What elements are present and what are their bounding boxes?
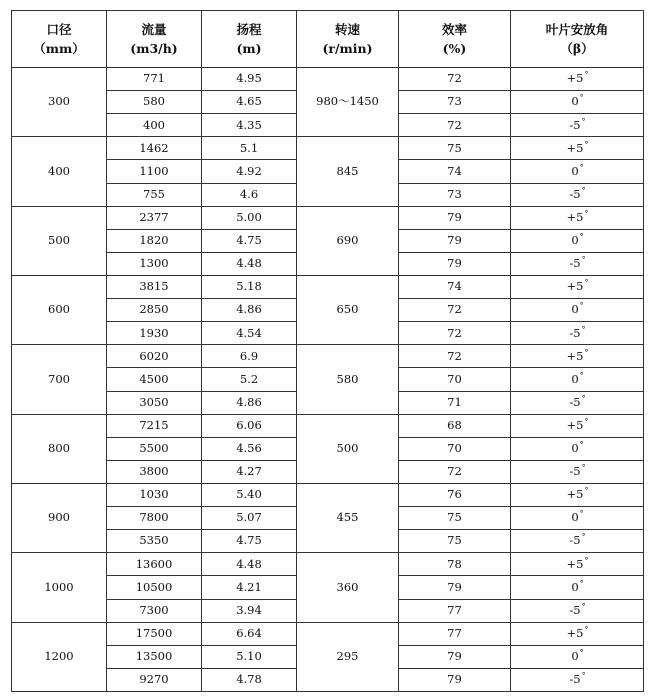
flow-cell: 6020: [107, 345, 202, 368]
blade-angle-cell: 0 °: [511, 91, 644, 114]
blade-angle-cell: 0 °: [511, 576, 644, 599]
head-cell: 5.1: [202, 137, 297, 160]
speed-cell: 980～1450: [297, 68, 399, 137]
blade-angle-cell: +5 °: [511, 275, 644, 298]
table-row: [12, 137, 644, 160]
table-row: [12, 345, 644, 368]
flow-cell: 7215: [107, 414, 202, 437]
speed-cell: 360: [297, 553, 399, 622]
head-cell: 5.2: [202, 368, 297, 391]
head-cell: 4.21: [202, 576, 297, 599]
efficiency-cell: 75: [399, 507, 511, 530]
speed-cell: 650: [297, 275, 399, 344]
blade-angle-cell: +5 °: [511, 206, 644, 229]
efficiency-cell: 70: [399, 437, 511, 460]
blade-angle-cell: 0 °: [511, 229, 644, 252]
efficiency-cell: 79: [399, 229, 511, 252]
efficiency-cell: 74: [399, 160, 511, 183]
header-efficiency: 效率 (%): [399, 11, 511, 68]
table-row: [12, 622, 644, 645]
efficiency-cell: 72: [399, 68, 511, 91]
head-cell: 4.95: [202, 68, 297, 91]
table-header: [12, 11, 644, 68]
flow-cell: 10500: [107, 576, 202, 599]
flow-cell: 13600: [107, 553, 202, 576]
blade-angle-cell: 0 °: [511, 645, 644, 668]
header-flow: 流量 (m3/h): [107, 11, 202, 68]
blade-angle-cell: +5 °: [511, 622, 644, 645]
blade-angle-cell: +5 °: [511, 137, 644, 160]
efficiency-cell: 76: [399, 483, 511, 506]
flow-cell: 2377: [107, 206, 202, 229]
diameter-cell: 400: [12, 137, 107, 206]
speed-cell: 690: [297, 206, 399, 275]
flow-cell: 17500: [107, 622, 202, 645]
flow-cell: 755: [107, 183, 202, 206]
blade-angle-cell: -5 °: [511, 114, 644, 137]
diameter-cell: 800: [12, 414, 107, 483]
flow-cell: 3050: [107, 391, 202, 414]
efficiency-cell: 71: [399, 391, 511, 414]
blade-angle-cell: +5 °: [511, 345, 644, 368]
head-cell: 4.65: [202, 91, 297, 114]
pump-spec-table: [11, 10, 644, 692]
blade-angle-cell: 0 °: [511, 368, 644, 391]
speed-cell: 845: [297, 137, 399, 206]
table-row: [12, 553, 644, 576]
blade-angle-cell: 0 °: [511, 299, 644, 322]
flow-cell: 3800: [107, 460, 202, 483]
flow-cell: 5500: [107, 437, 202, 460]
blade-angle-cell: -5 °: [511, 460, 644, 483]
efficiency-cell: 72: [399, 299, 511, 322]
blade-angle-cell: +5 °: [511, 68, 644, 91]
head-cell: 4.56: [202, 437, 297, 460]
blade-angle-cell: 0 °: [511, 437, 644, 460]
header-diameter: 口径 （mm）: [12, 11, 107, 68]
table-row: [12, 275, 644, 298]
head-cell: 6.06: [202, 414, 297, 437]
blade-angle-cell: -5 °: [511, 322, 644, 345]
diameter-cell: 300: [12, 68, 107, 137]
head-cell: 5.00: [202, 206, 297, 229]
flow-cell: 400: [107, 114, 202, 137]
diameter-cell: 1000: [12, 553, 107, 622]
flow-cell: 1930: [107, 322, 202, 345]
efficiency-cell: 74: [399, 275, 511, 298]
table-row: [12, 206, 644, 229]
header-head: 扬程 (m): [202, 11, 297, 68]
table-row: [12, 68, 644, 91]
efficiency-cell: 79: [399, 668, 511, 691]
efficiency-cell: 77: [399, 622, 511, 645]
flow-cell: 4500: [107, 368, 202, 391]
head-cell: 4.92: [202, 160, 297, 183]
head-cell: 4.48: [202, 553, 297, 576]
efficiency-cell: 68: [399, 414, 511, 437]
head-cell: 5.40: [202, 483, 297, 506]
diameter-cell: 1200: [12, 622, 107, 691]
blade-angle-cell: -5 °: [511, 252, 644, 275]
efficiency-cell: 79: [399, 252, 511, 275]
blade-angle-cell: 0 °: [511, 160, 644, 183]
head-cell: 4.86: [202, 299, 297, 322]
head-cell: 5.07: [202, 507, 297, 530]
efficiency-cell: 73: [399, 91, 511, 114]
blade-angle-cell: +5 °: [511, 414, 644, 437]
flow-cell: 3815: [107, 275, 202, 298]
speed-cell: 580: [297, 345, 399, 414]
diameter-cell: 700: [12, 345, 107, 414]
table-body: [12, 68, 644, 692]
efficiency-cell: 72: [399, 345, 511, 368]
head-cell: 5.18: [202, 275, 297, 298]
efficiency-cell: 73: [399, 183, 511, 206]
efficiency-cell: 75: [399, 530, 511, 553]
flow-cell: 1030: [107, 483, 202, 506]
flow-cell: 9270: [107, 668, 202, 691]
blade-angle-cell: -5 °: [511, 599, 644, 622]
blade-angle-cell: 0 °: [511, 507, 644, 530]
head-cell: 4.78: [202, 668, 297, 691]
head-cell: 4.54: [202, 322, 297, 345]
flow-cell: 2850: [107, 299, 202, 322]
efficiency-cell: 75: [399, 137, 511, 160]
efficiency-cell: 72: [399, 460, 511, 483]
header-speed: 转速 (r/min): [297, 11, 399, 68]
diameter-cell: 900: [12, 483, 107, 552]
flow-cell: 1462: [107, 137, 202, 160]
head-cell: 6.64: [202, 622, 297, 645]
flow-cell: 5350: [107, 530, 202, 553]
table-row: [12, 414, 644, 437]
head-cell: 4.48: [202, 252, 297, 275]
efficiency-cell: 70: [399, 368, 511, 391]
speed-cell: 500: [297, 414, 399, 483]
head-cell: 5.10: [202, 645, 297, 668]
flow-cell: 13500: [107, 645, 202, 668]
speed-cell: 455: [297, 483, 399, 552]
head-cell: 4.86: [202, 391, 297, 414]
efficiency-cell: 79: [399, 206, 511, 229]
blade-angle-cell: -5 °: [511, 391, 644, 414]
efficiency-cell: 78: [399, 553, 511, 576]
efficiency-cell: 72: [399, 114, 511, 137]
diameter-cell: 600: [12, 275, 107, 344]
head-cell: 4.75: [202, 229, 297, 252]
blade-angle-cell: -5 °: [511, 183, 644, 206]
efficiency-cell: 77: [399, 599, 511, 622]
blade-angle-cell: +5 °: [511, 483, 644, 506]
blade-angle-cell: -5 °: [511, 668, 644, 691]
head-cell: 4.6: [202, 183, 297, 206]
head-cell: 3.94: [202, 599, 297, 622]
efficiency-cell: 79: [399, 576, 511, 599]
efficiency-cell: 72: [399, 322, 511, 345]
header-blade-angle: 叶片安放角 （β）: [511, 11, 644, 68]
head-cell: 4.27: [202, 460, 297, 483]
blade-angle-cell: +5 °: [511, 553, 644, 576]
flow-cell: 1820: [107, 229, 202, 252]
head-cell: 4.35: [202, 114, 297, 137]
flow-cell: 7300: [107, 599, 202, 622]
header-row: [12, 11, 644, 68]
diameter-cell: 500: [12, 206, 107, 275]
head-cell: 4.75: [202, 530, 297, 553]
flow-cell: 1300: [107, 252, 202, 275]
speed-cell: 295: [297, 622, 399, 691]
flow-cell: 771: [107, 68, 202, 91]
head-cell: 6.9: [202, 345, 297, 368]
table-row: [12, 483, 644, 506]
flow-cell: 7800: [107, 507, 202, 530]
flow-cell: 1100: [107, 160, 202, 183]
blade-angle-cell: -5 °: [511, 530, 644, 553]
efficiency-cell: 79: [399, 645, 511, 668]
flow-cell: 580: [107, 91, 202, 114]
